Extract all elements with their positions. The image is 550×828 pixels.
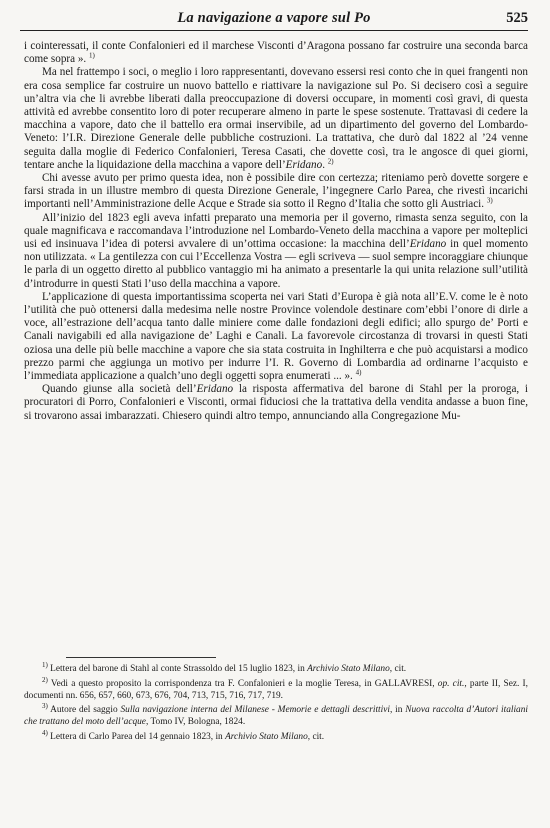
text-run: Autore del saggio [47, 705, 121, 716]
text-run: in quel momento non utilizzata. « La gentilezza con cui l’Eccellenza Vostra — egli scriveva — suol sempre incoraggiare chiunque le parla di un oggetto diretto al pubblico vantaggio mi ha animato a presentarle la qui unita relazione sull’utilità d’introdurre in questi Stati l’uso della macchina a vapore. [24, 238, 528, 290]
body-paragraph [24, 40, 528, 66]
italic-text: Eridano [196, 383, 234, 396]
text-run: , cit. [389, 664, 407, 674]
footnote-mark: 4) [42, 728, 48, 737]
body-paragraph [24, 172, 528, 212]
running-title: La navigazione a vapore sul Po [177, 10, 371, 26]
footnote-mark: 2) [327, 157, 334, 166]
footnote-mark: 3) [486, 196, 493, 205]
text-run: Lettera del barone di Stahl al conte Strassoldo del 15 luglio 1823, in [47, 664, 308, 674]
footnote-mark: 1) [88, 51, 95, 60]
text-run: , Tomo IV, Bologna, 1824. [145, 717, 246, 727]
text-run: L’applicazione di questa importantissima scoperta nei vari Stati d’Europa è già nota all’E.V. come le è noto l’utilità che può ottenersi dalla medesima nelle nostre Province volendole destinare com’ebbi l’onore di dirle a voce, all’estrazione dell’acqua tanto dalle miniere come dalle fondazioni degli edifici; allo spurgo de’ Porti e Canali navigabili ed alla navigazione de’ Laghi e Canali. La favorevole circostanza di trovarsi in questi Stati oziosa una delle più belle macchine a vapore che sia stata costruita in Inghilterra e che può acquistarsi a modico prezzo parmi che aggiunga un motivo per indurre l’I. R. Governo di Lombardia ad ordinarne l’acquisto e l’immediata applicazione a qualch’uno degli oggetti sopra enumerati ... ». [24, 290, 528, 383]
italic-text: Eridano [285, 158, 323, 171]
italic-text: Eridano [409, 238, 447, 251]
page-number: 525 [506, 10, 528, 26]
footnote-mark: 2) [42, 675, 48, 684]
footnote-mark: 3) [42, 702, 48, 711]
body-paragraph [24, 291, 528, 383]
text-run: i cointeressati, il conte Confalonieri ed il marchese Visconti d’Aragona possano far costruire una seconda barca come sopra ». [24, 40, 528, 66]
italic-text: op. cit. [437, 678, 465, 689]
text-run: la risposta affermativa del barone di Stahl per la proroga, i procuratori di Porro, Confalonieri e Visconti, ormai fiduciosi che la trattativa della vendita andasse a buon fine, si trovarono assai imbarazzati. Chiesero quindi altro tempo, annunciando alla Congregazione Mu- [24, 383, 528, 422]
text-run: . [322, 158, 328, 171]
text-run: , in [389, 705, 406, 716]
text-run: Chi avesse avuto per primo questa idea, non è possibile dire con certezza; riteniamo però dovette sorgere e farsi strada in un illustre membro di questa Direzione Generale, l’ingegnere Carlo Parea, che rivestì incarichi importanti nell’Amministrazione delle Acque e Strade sia sotto il Regno d’Italia che sotto gli Austriaci. [24, 172, 528, 211]
text-run: All’inizio del 1823 egli aveva infatti preparato una memoria per il governo, rimasta senza seguito, con la quale magnificava e raccomandava l’introduzione nel Lombardo-Veneto della macchina a vapore per molteplici usi ed insinuava l’idea di potersi avvalere di un’ottima occasione: la macchina dell’ [24, 211, 528, 251]
body-paragraph [24, 212, 528, 291]
text-run: Vedi a questo proposito la corrispondenza tra F. Confalonieri e la moglie Teresa, in GALLAVRESI, [47, 678, 438, 689]
footnotes [24, 660, 529, 747]
italic-text: Sulla navigazione interna del Milanese - Memorie e dettagli descrittivi [120, 705, 390, 716]
footnote [24, 660, 528, 676]
footnote-mark: 1) [42, 660, 48, 669]
italic-text: Nuova raccolta d’Autori italiani che trattano del moto dell’acque [24, 705, 529, 727]
italic-text: Archivio Stato Milano [307, 664, 390, 674]
italic-text: Archivio Stato Milano [225, 731, 308, 742]
body-text [24, 40, 528, 423]
body-paragraph [24, 66, 528, 172]
footnote-separator [66, 657, 216, 658]
text-run: , parte II, Sez. I, documenti nn. 656, 657, 660, 673, 676, 704, 713, 715, 716, 717, 719. [24, 678, 528, 701]
footnote [24, 728, 528, 744]
text-run: Quando giunse alla società dell’ [42, 383, 197, 396]
footnote [24, 702, 529, 729]
running-header [20, 10, 528, 31]
text-run: , cit. [307, 731, 325, 742]
text-run: Ma nel frattempo i soci, o meglio i loro rappresentanti, dovevano essersi resi conto che in quei frangenti non era cosa semplice far costruire un nuovo battello e riattivare la navigazione sul Po. Si decisero così a seguire un’altra via che li avrebbe liberati dalla preoccupazione di doversi occupare, in momenti così gravi, di questa attività ed avrebbe consentito loro di poter recuperare almeno in parte le spese sostenute. Trattavasi di cedere la macchina a vapore, dato che il battello era ormai inservibile, ad un dipartimento del governo del Lombardo-Veneto: l’I.R. Direzione Generale delle pubbliche costruzioni. La trattativa, che durò dal 1822 al ’24 venne seguita dalla moglie di Federico Confalonieri, Teresa Casati, che dovette così, tra le angosce di quei giorni, tentare anche la liquidazione della macchina a vapore dell’ [24, 66, 528, 171]
footnote-mark: 4) [355, 368, 362, 377]
footnote [24, 675, 528, 703]
text-run: Lettera di Carlo Parea del 14 gennaio 1823, in [47, 731, 226, 742]
body-paragraph [24, 383, 528, 423]
